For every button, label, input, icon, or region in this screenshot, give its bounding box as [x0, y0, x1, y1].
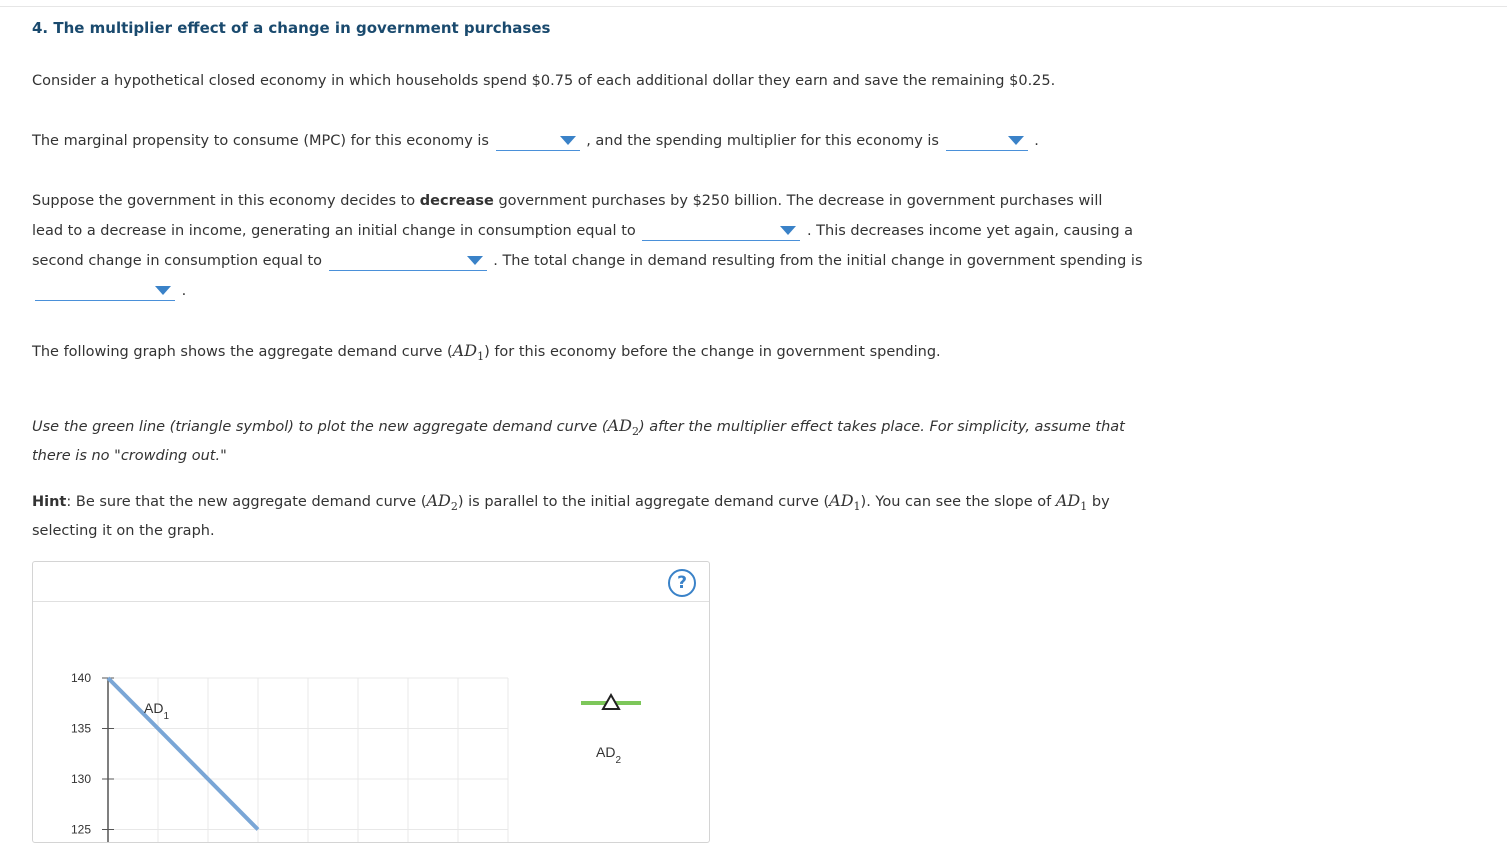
graph-grid — [108, 678, 508, 842]
intro-text: Consider a hypothetical closed economy in which households spend $0.75 of each additional dollar they earn and save the remaining $0.25. — [32, 73, 1056, 89]
top-divider — [0, 6, 1507, 7]
y-tick-label: 125 — [70, 822, 91, 837]
total-demand-dropdown[interactable] — [35, 282, 175, 301]
ad1-math: $AD_1$ — [452, 341, 485, 364]
ad-graph[interactable] — [33, 562, 709, 842]
scenario-line-4: . — [32, 276, 1192, 306]
ad1-curve[interactable] — [108, 678, 258, 830]
hint-line-2: selecting it on the graph. — [32, 523, 215, 539]
ad2-legend-label: $AD_2$ — [596, 744, 622, 766]
scenario-line-3: second change in consumption equal to . The total change in demand resulting from the initial change in government spending is — [32, 253, 1143, 269]
chevron-down-icon — [467, 256, 483, 265]
multiplier-dropdown[interactable] — [946, 132, 1028, 151]
graph-panel — [32, 561, 710, 843]
scenario-line-2: lead to a decrease in income, generating an initial change in consumption equal to . This decreases income yet again, causing a — [32, 223, 1134, 239]
question-title: 4. The multiplier effect of a change in government purchases — [32, 19, 551, 37]
chevron-down-icon — [155, 286, 171, 295]
mpc-dropdown[interactable] — [496, 132, 580, 151]
y-tick-label: 135 — [70, 721, 91, 736]
hint-line-1: Hint: Be sure that the new aggregate demand curve $(AD_2)$ is parallel to the initial aggregate demand curve $(AD_1)$. You can see the slope of $AD_1$ by — [32, 491, 1110, 514]
chevron-down-icon — [1008, 136, 1024, 145]
help-icon[interactable]: ? — [668, 569, 696, 597]
multiplier-text: , and the spending multiplier for this economy is — [586, 133, 939, 149]
initial-consumption-dropdown[interactable] — [642, 222, 800, 241]
graph-intro: The following graph shows the aggregate demand curve $(AD_1)$ for this economy before the change in government spending. — [32, 341, 941, 364]
y-axis — [71, 671, 114, 842]
hint-label: Hint — [32, 494, 67, 510]
ad1-label: $AD_1$ — [144, 700, 170, 722]
ad2-math: $AD_2$ — [607, 416, 639, 439]
y-tick-label: 140 — [70, 671, 91, 685]
mpc-sentence: The marginal propensity to consume (MPC) for this economy is , and the spending multiplier for this economy is . — [32, 133, 1039, 149]
scenario-line-1: Suppose the government in this economy decides to decrease government purchases by $250 billion. The decrease in government purchases will — [32, 193, 1103, 209]
instruction-line-1: Use the green line (triangle symbol) to plot the new aggregate demand curve $(AD_2)$ after the multiplier effect takes place. For simplicity, assume that — [32, 416, 1125, 439]
second-consumption-dropdown[interactable] — [329, 252, 487, 271]
instruction-line-2: there is no "crowding out." — [32, 448, 227, 464]
chevron-down-icon — [560, 136, 576, 145]
y-tick-label: 130 — [70, 772, 91, 786]
decrease-emphasis: decrease — [419, 193, 494, 209]
mpc-text: The marginal propensity to consume (MPC) for this economy is — [32, 133, 489, 149]
chevron-down-icon — [780, 226, 796, 235]
